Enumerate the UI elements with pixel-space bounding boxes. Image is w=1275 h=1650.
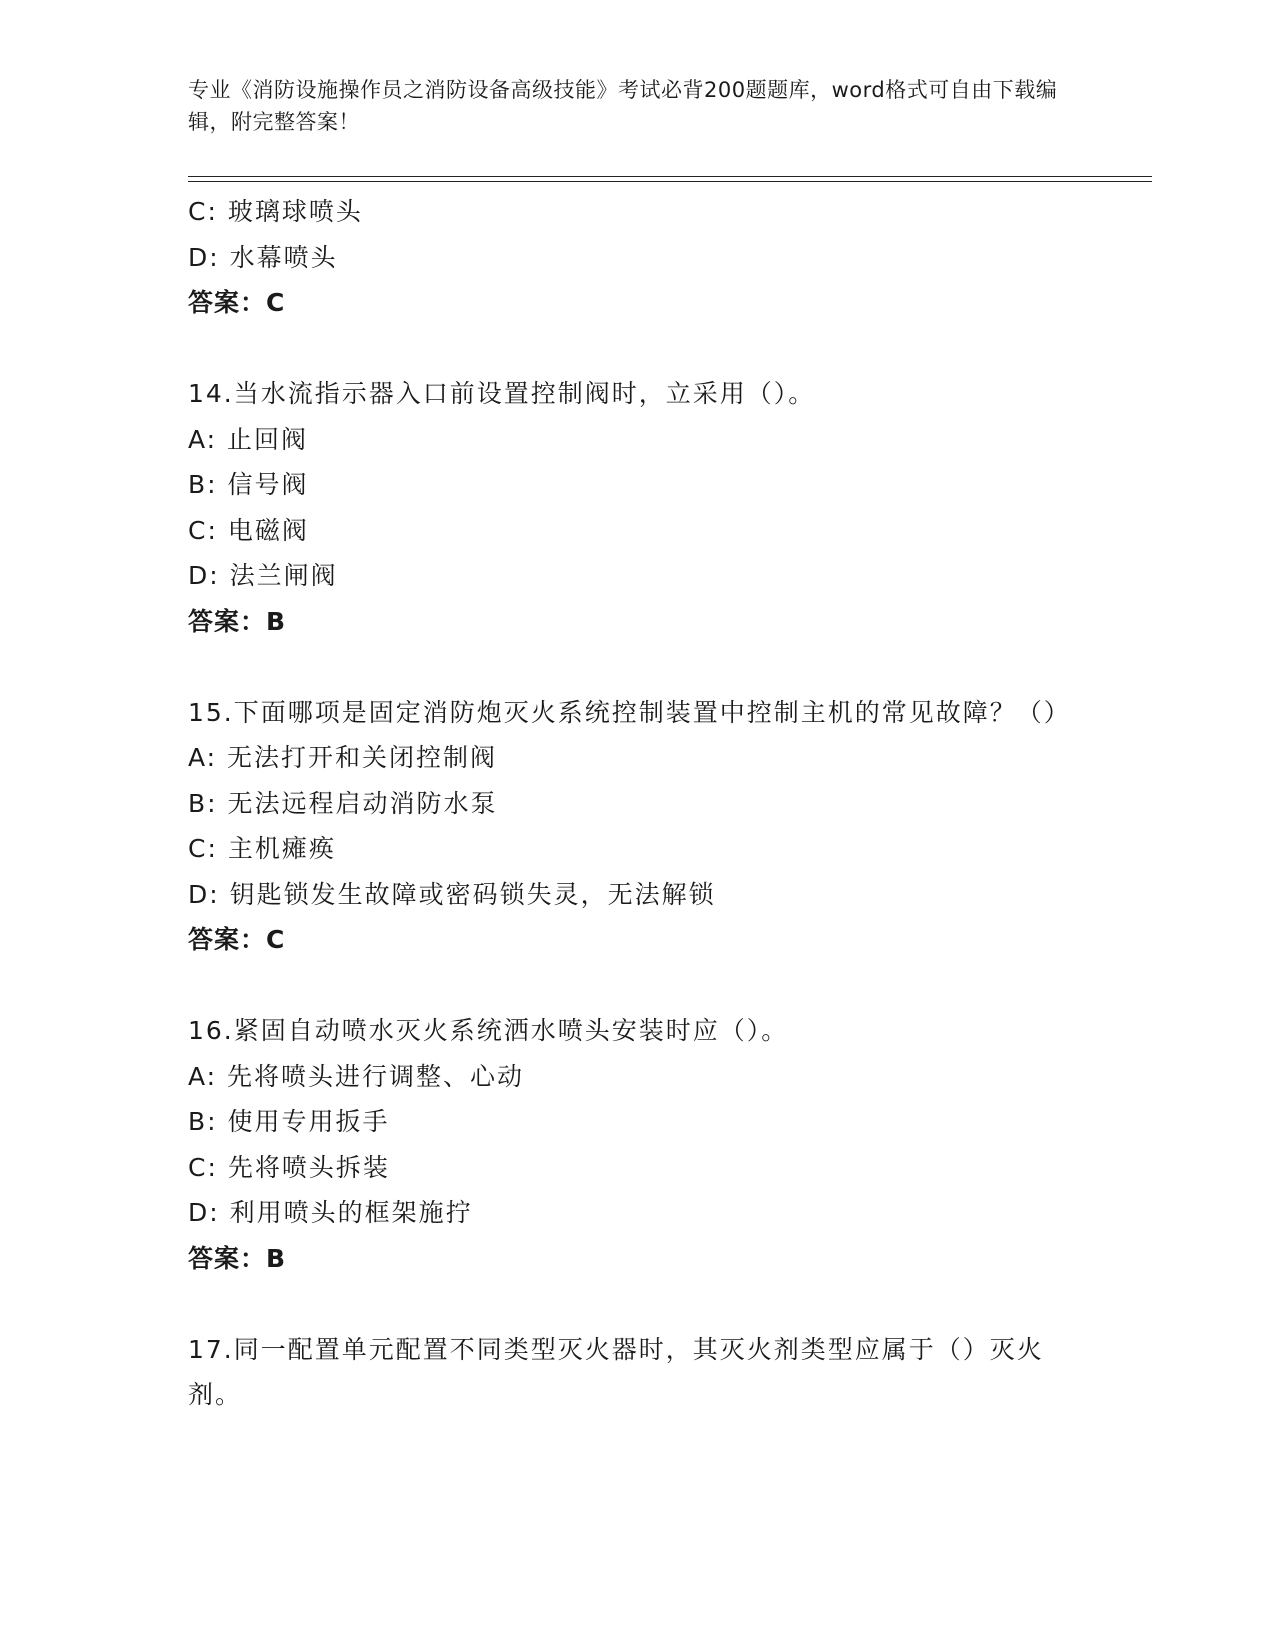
document-header: 专业《消防设施操作员之消防设备高级技能》考试必背200题题库，word格式可自由下载编辑，附完整答案！ (188, 78, 1058, 134)
option-d: D: 利用喷头的框架施拧 (188, 1198, 473, 1227)
option-a: A: 无法打开和关闭控制阀 (188, 743, 498, 772)
option-a: A: 止回阀 (188, 424, 309, 454)
option-c: C: 先将喷头拆装 (188, 1152, 390, 1182)
question-stem: 17.同一配置单元配置不同类型灭火器时，其灭火剂类型应属于（）灭火剂。 (188, 1334, 1044, 1409)
answer-line: 答案：B (188, 606, 287, 636)
option-d: D: 钥匙锁发生故障或密码锁失灵，无法解锁 (188, 879, 716, 909)
option-c: C: 主机瘫痪 (188, 834, 336, 863)
option-d: D: 法兰闸阀 (188, 561, 338, 590)
question-list (188, 189, 1088, 1418)
option-d: D: 水幕喷头 (188, 242, 338, 272)
option-c: C: 玻璃球喷头 (188, 197, 363, 226)
question-stem: 15.下面哪项是固定消防炮灭火系统控制装置中控制主机的常见故障？（） (188, 697, 1071, 727)
option-b: B: 信号阀 (188, 470, 309, 499)
option-c: C: 电磁阀 (188, 515, 309, 545)
header-divider-top (188, 176, 1152, 177)
answer-line: 答案：C (188, 288, 286, 317)
question-stem: 14.当水流指示器入口前设置控制阀时，立采用（）。 (188, 379, 816, 408)
header-divider-bottom (188, 181, 1152, 182)
option-a: A: 先将喷头进行调整、心动 (188, 1061, 525, 1091)
question-stem: 16.紧固自动喷水灭火系统洒水喷头安装时应（）。 (188, 1016, 789, 1045)
option-b: B: 无法远程启动消防水泵 (188, 788, 498, 818)
answer-line: 答案：C (188, 925, 286, 954)
option-b: B: 使用专用扳手 (188, 1107, 390, 1136)
answer-line: 答案：B (188, 1243, 287, 1273)
